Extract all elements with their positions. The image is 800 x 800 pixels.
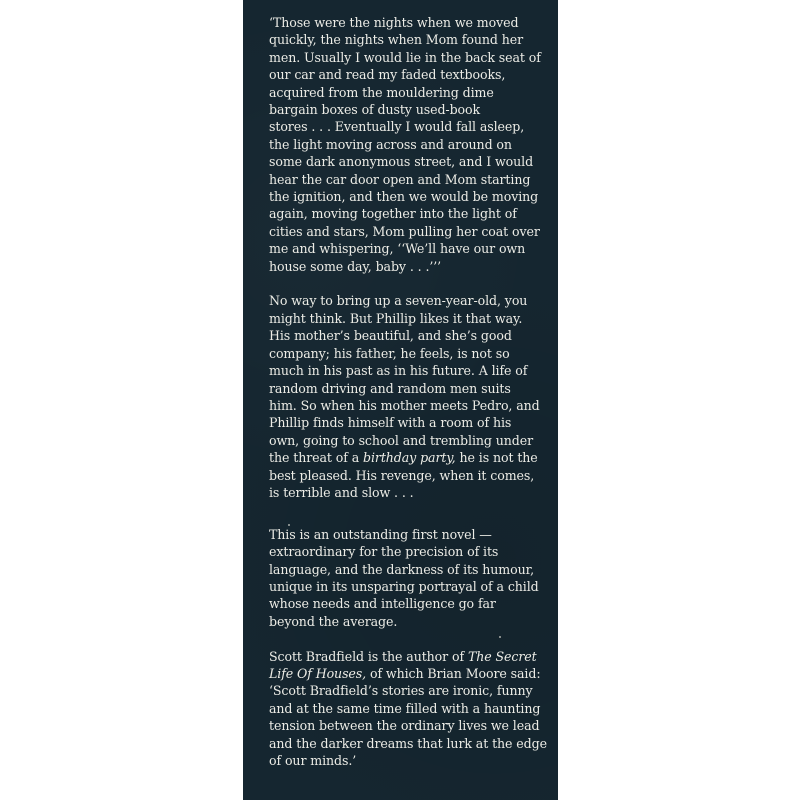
book-jacket-flap xyxy=(243,0,558,800)
print-speck xyxy=(499,636,501,638)
book-title-italic: The Secret Life Of Houses, xyxy=(269,648,537,681)
author-text-2: of which Brian Moore said: ‘Scott Bradfield’s stories are ironic, funny and at the same time filled with a haunting tension between the ordinary lives we lead and the darker dreams that lurk at the edge of our minds.’ xyxy=(269,665,547,769)
summary-italic-text: birthday party, xyxy=(363,450,456,466)
blurb-text xyxy=(269,14,549,787)
review-paragraph: This is an outstanding first novel — extraordinary for the precision of its language, and the darkness of its humour, unique in its unsparing portrayal of a child whose needs and intelligence go far beyond the average. xyxy=(269,526,539,629)
quote-paragraph: ‘Those were the nights when we moved quickly, the nights when Mom found her men. Usually I would lie in the back seat of our car and read my faded textbooks, acquired from the mouldering dime bargain boxes of dusty used-book stores . . . Eventually I would fall asleep, the light moving across and around on some dark anonymous street, and I would hear the car door open and Mom starting the ignition, and then we would be moving again, moving together into the light of cities and stars, Mom pulling her coat over me and whispering, ‘‘We’ll have our own house some day, baby . . .’’’ xyxy=(269,15,541,274)
summary-paragraph xyxy=(269,292,549,501)
author-text-1: Scott Bradfield is the author of xyxy=(269,648,468,664)
summary-text-2: he is not the best pleased. His revenge, when it comes, is terrible and slow . . . xyxy=(269,450,538,500)
print-speck xyxy=(288,524,290,526)
summary-text-1: No way to bring up a seven-year-old, you might think. But Phillip likes it that way. His mother’s beautiful, and she’s good company; his father, he feels, is not so much in his past as in his future. A life of random driving and random men suits him. So when his mother meets Pedro, and Phillip finds himself with a room of his own, going to school and trembling under the threat of a xyxy=(269,293,540,466)
author-paragraph xyxy=(269,648,549,770)
